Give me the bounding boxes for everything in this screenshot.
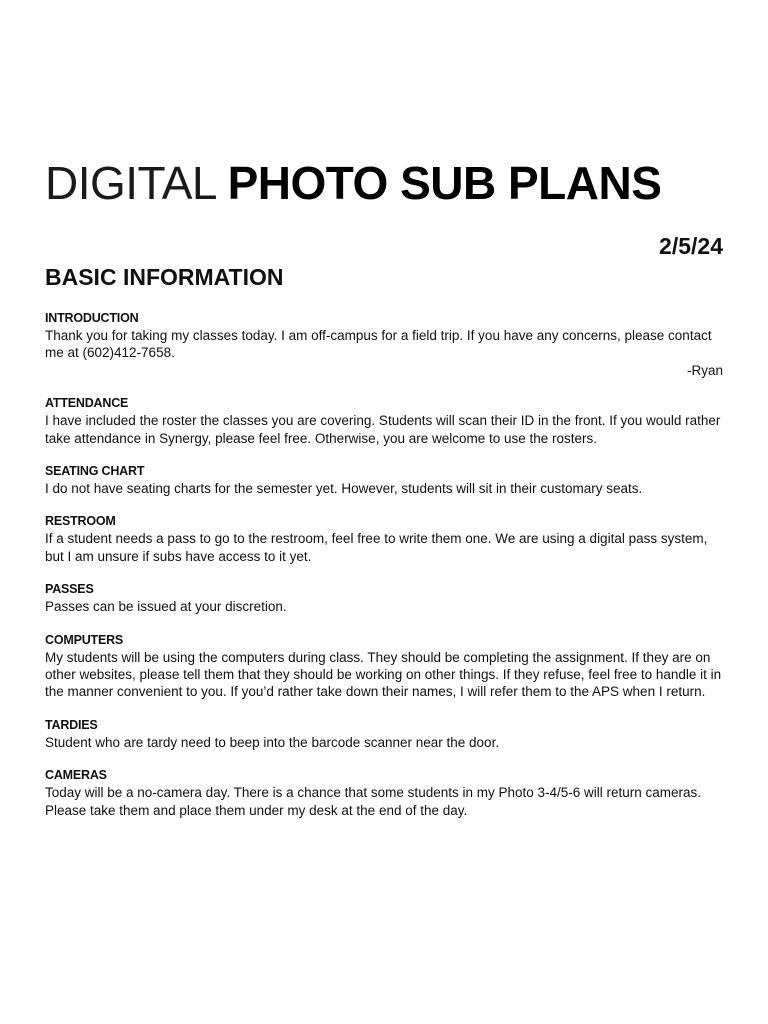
- section-title: TARDIES: [45, 717, 98, 732]
- section-cameras: [45, 767, 723, 819]
- section-title: PASSES: [45, 582, 94, 597]
- section-body: If a student needs a pass to go to the restroom, feel free to write them one. We are using a digital pass system, but I am unsure if subs have access to it yet.: [45, 531, 708, 564]
- title-light: DIGITAL: [45, 157, 216, 209]
- section-introduction: [45, 310, 723, 379]
- section-title: COMPUTERS: [45, 632, 124, 647]
- section-title: RESTROOM: [45, 514, 116, 529]
- section-seating-chart: [45, 463, 723, 497]
- page-title: [45, 155, 661, 211]
- section-attendance: [45, 395, 723, 447]
- section-title: SEATING CHART: [45, 464, 145, 479]
- info-sections: [45, 310, 723, 835]
- section-body: I do not have seating charts for the semester yet. However, students will sit in their customary seats.: [45, 481, 643, 497]
- section-heading: BASIC INFORMATION: [45, 264, 284, 290]
- section-restroom: [45, 513, 723, 565]
- section-body: Today will be a no-camera day. There is a chance that some students in my Photo 3-4/5-6 will return cameras. Please take them and place them under my desk at the end of the day.: [45, 785, 702, 818]
- section-body: I have included the roster the classes you are covering. Students will scan their ID in the front. If you would rather take attendance in Synergy, please feel free. Otherwise, you are welcome to use the rosters.: [45, 413, 721, 446]
- section-tardies: [45, 717, 723, 751]
- section-body: My students will be using the computers during class. They should be completing the assignment. If they are on other websites, please tell them that they should be working on other things. If they refuse, feel free to handle it in the manner convenient to you. If you’d rather take down their names, I will refer them to the APS when I return.: [45, 649, 722, 700]
- section-computers: [45, 632, 723, 701]
- section-title: ATTENDANCE: [45, 396, 129, 411]
- section-body: Student who are tardy need to beep into the barcode scanner near the door.: [45, 734, 500, 750]
- section-passes: [45, 581, 723, 615]
- document-page: [45, 0, 723, 1024]
- section-body: Thank you for taking my classes today. I am off-campus for a field trip. If you have any concerns, please contact me at (602)412-7658.: [45, 328, 712, 361]
- section-body: Passes can be issued at your discretion.: [45, 599, 287, 615]
- title-bold: PHOTO SUB PLANS: [227, 157, 662, 209]
- signature: -Ryan: [686, 362, 723, 378]
- section-title: CAMERAS: [45, 768, 107, 783]
- section-title: INTRODUCTION: [45, 311, 139, 325]
- date-label: 2/5/24: [659, 233, 723, 259]
